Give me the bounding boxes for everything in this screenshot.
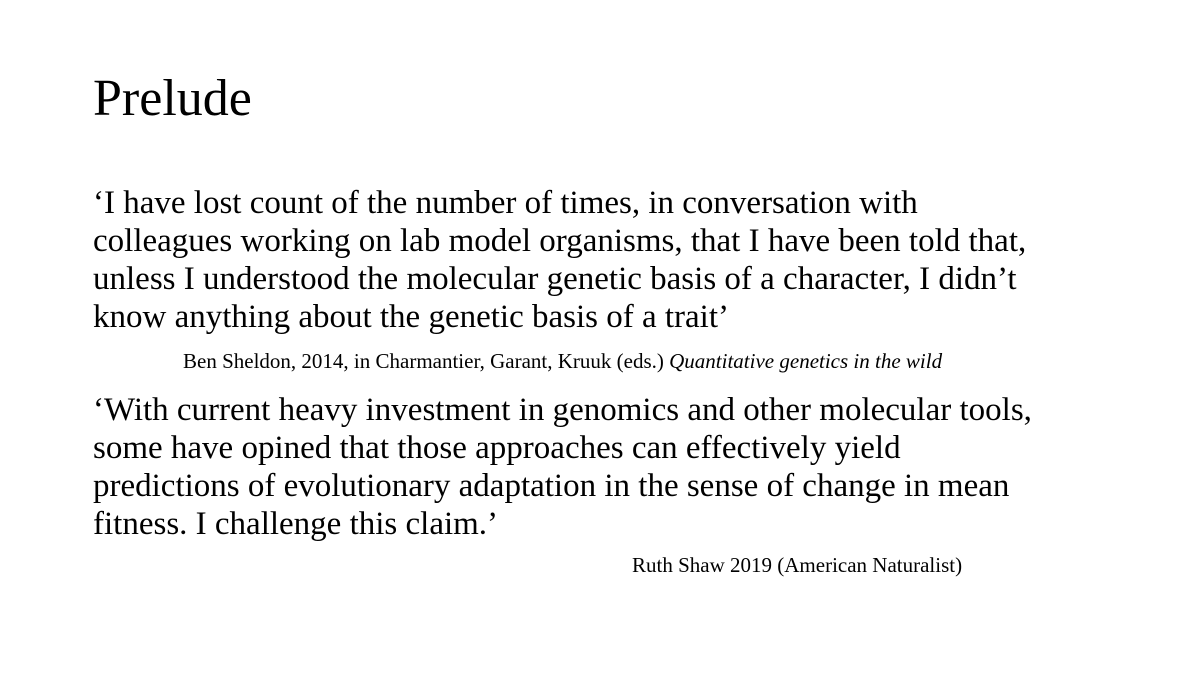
quote-sheldon (93, 184, 1026, 336)
quote-shaw (93, 391, 1032, 543)
citation-sheldon (183, 348, 942, 374)
quote-line: know anything about the genetic basis of a trait’ (93, 299, 729, 335)
quote-line: fitness. I challenge this claim.’ (93, 506, 499, 542)
quote-line: ‘I have lost count of the number of times, in conversation with (93, 185, 918, 221)
citation-shaw: Ruth Shaw 2019 (American Naturalist) (632, 553, 963, 577)
quote-line: unless I understood the molecular genetic basis of a character, I didn’t (93, 261, 1017, 297)
quote-line: ‘With current heavy investment in genomics and other molecular tools, (93, 392, 1032, 428)
quote-line: predictions of evolutionary adaptation in the sense of change in mean (93, 468, 1010, 504)
quote-line: some have opined that those approaches can effectively yield (93, 430, 901, 466)
slide-title: Prelude (93, 70, 252, 127)
citation-prefix: Ben Sheldon, 2014, in Charmantier, Garant, Kruuk (eds.) (183, 349, 670, 373)
citation-book-title: Quantitative genetics in the wild (669, 349, 943, 373)
quote-line: colleagues working on lab model organisms, that I have been told that, (93, 223, 1027, 259)
